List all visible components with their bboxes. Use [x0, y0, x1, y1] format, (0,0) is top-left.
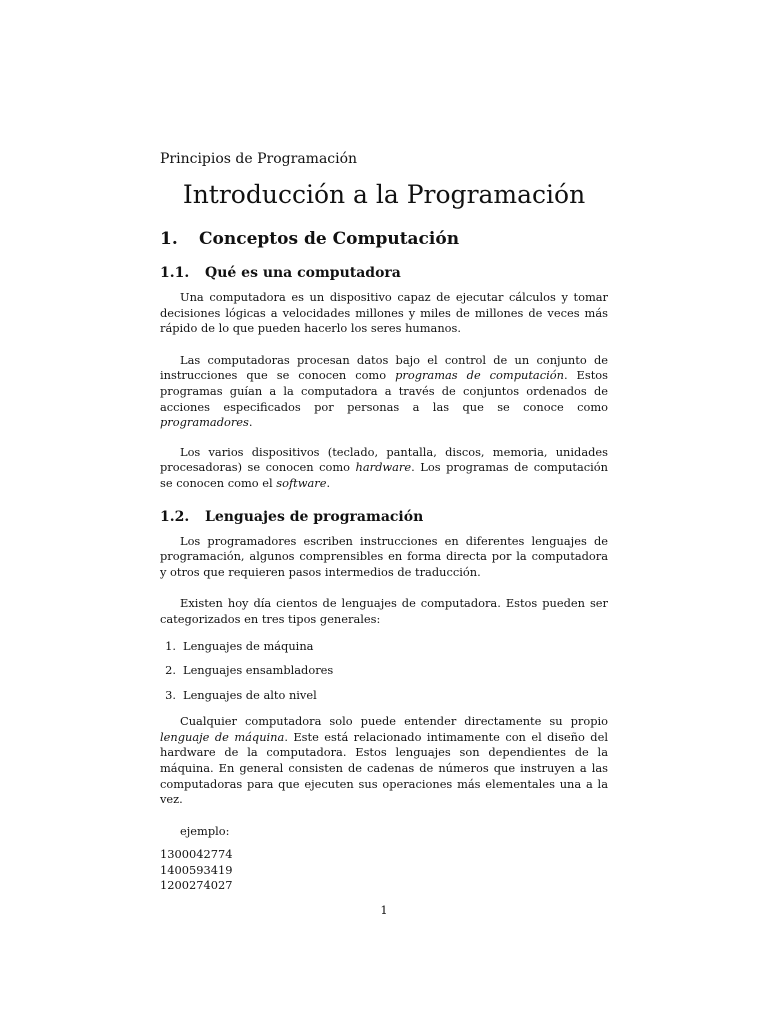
- text-run: . Estos programas guían a la computadora a través de conjuntos ordenados de acciones especificados por personas a las que se conoce como: [160, 368, 608, 414]
- list-item-number: 1.: [165, 638, 176, 653]
- subsection-title-text: Qué es una computadora: [205, 265, 401, 281]
- list-item-text: Lenguajes ensambladores: [183, 663, 334, 678]
- paragraph-programadores: Los programadores escriben instrucciones en diferentes lenguajes de programación, algunos comprensibles en forma directa por la computadora y otros que requieren pasos intermedios de traducción.: [160, 533, 608, 579]
- section-number: 1.: [160, 229, 178, 249]
- page-number: 1: [380, 903, 388, 917]
- section-title-text: Conceptos de Computación: [199, 229, 460, 249]
- list-item-text: Lenguajes de alto nivel: [183, 687, 317, 702]
- language-types-list: [160, 639, 608, 704]
- text-run: . Este está relacionado intimamente con el diseño del hardware de la computadora. Estos lenguajes son dependientes de la máquina. En general consisten de cadenas de números que instruyen a las computadoras para que ejecuten sus operaciones más elementales una a la vez.: [160, 729, 608, 807]
- emphasis-programas: programas de computación: [395, 368, 564, 383]
- text-run: Las computadoras procesan datos bajo el control de un conjunto de instrucciones que se conocen como: [160, 352, 608, 383]
- paragraph-lenguaje-maquina: [160, 714, 608, 808]
- list-item: [160, 663, 608, 679]
- list-item-number: 3.: [165, 687, 176, 702]
- example-line: 1300042774: [160, 847, 233, 862]
- page-content: [160, 150, 608, 894]
- subsection-heading-1-1: [160, 264, 608, 282]
- text-run: . Los programas de computación se conocen como el: [160, 460, 608, 490]
- paragraph-tipos: Existen hoy día cientos de lenguajes de computadora. Estos pueden ser categorizados en tres tipos generales:: [160, 596, 608, 626]
- subsection-number: 1.1.: [160, 265, 190, 281]
- example-label: ejemplo:: [180, 823, 230, 838]
- example-code: [160, 847, 608, 893]
- running-header: Principios de Programación: [160, 151, 358, 167]
- document-title: Introducción a la Programación: [182, 180, 586, 209]
- emphasis-lenguaje-maquina: lenguaje de máquina: [160, 729, 285, 744]
- text-run: .: [248, 415, 253, 430]
- list-item: [160, 688, 608, 704]
- example-line: 1200274027: [160, 878, 233, 893]
- list-item: [160, 639, 608, 655]
- emphasis-hardware: hardware: [355, 460, 412, 475]
- text-run: Los varios dispositivos (teclado, pantalla, discos, memoria, unidades procesadoras) se conocen como: [160, 444, 608, 475]
- subsection-number: 1.2.: [160, 508, 190, 525]
- emphasis-programadores: programadores: [160, 415, 249, 430]
- subsection-title-text: Lenguajes de programación: [205, 508, 424, 525]
- text-run: .: [326, 475, 331, 490]
- paragraph-computadora: Una computadora es un dispositivo capaz de ejecutar cálculos y tomar decisiones lógicas a velocidades millones y miles de millones de veces más rápido de lo que pueden hacerlo los seres humanos.: [160, 290, 608, 336]
- subsection-heading-1-2: [160, 508, 608, 526]
- section-heading-1: [160, 228, 608, 250]
- list-item-number: 2.: [165, 663, 176, 678]
- text-run: Cualquier computadora solo puede entender directamente su propio: [180, 714, 608, 729]
- paragraph-programas: [160, 353, 608, 431]
- list-item-text: Lenguajes de máquina: [183, 638, 314, 653]
- emphasis-software: software: [276, 475, 327, 490]
- paragraph-hardware: [160, 445, 608, 492]
- example-line: 1400593419: [160, 862, 233, 877]
